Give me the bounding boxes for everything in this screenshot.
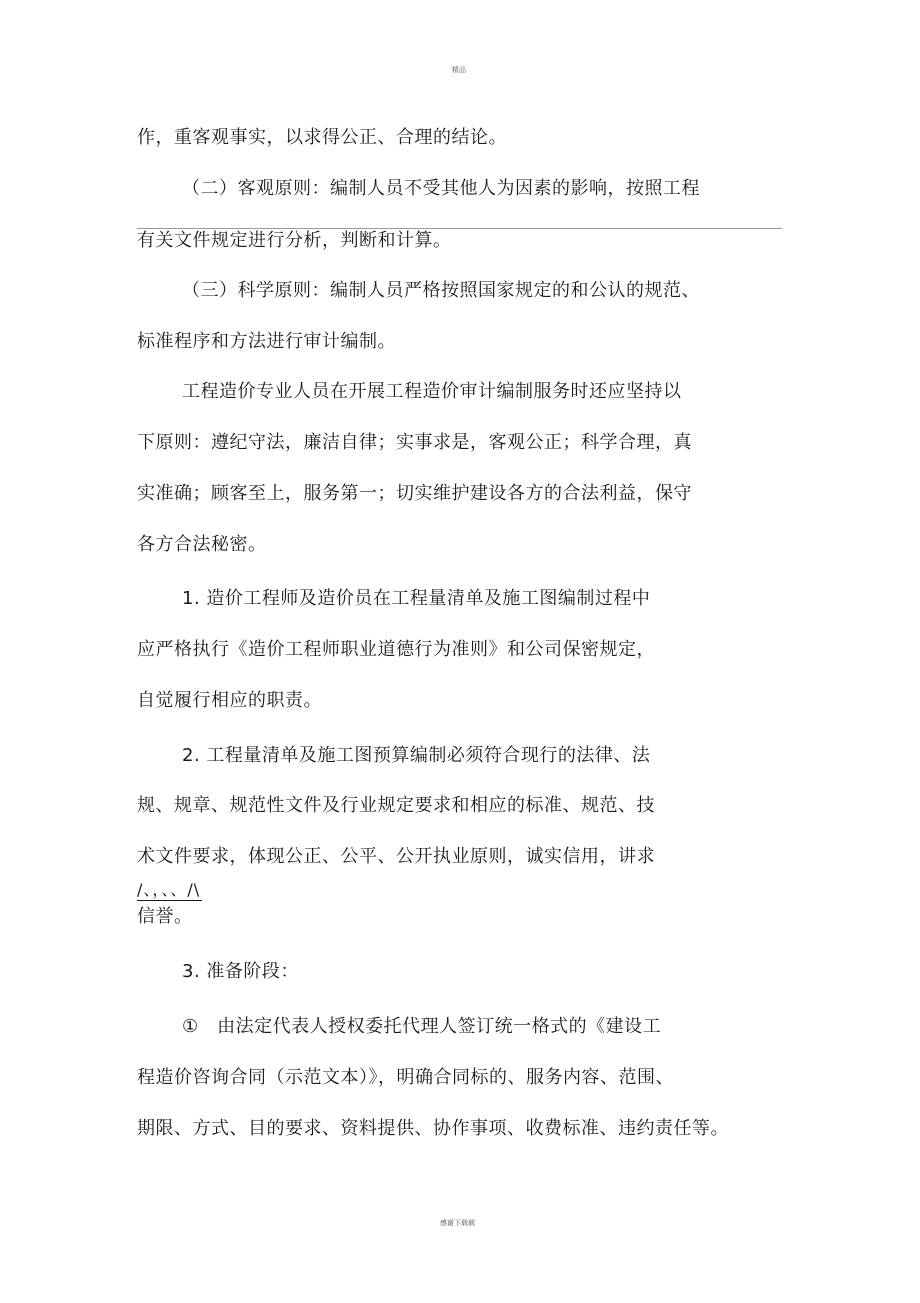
body-line: （三）科学原则：编制人员严格按照国家规定的和公认的规范、 [182, 280, 700, 301]
body-line: 3. 准备阶段： [182, 961, 299, 982]
body-line: 应严格执行《造价工程师职业道德行为准则》和公司保密规定， [137, 639, 655, 660]
body-line: 术文件要求，体现公正、公平、公开执业原则，诚实信用，讲求 [137, 846, 655, 867]
underlined-marks: /、，、、/\ [137, 880, 201, 899]
body-line: 下原则：遵纪守法，廉洁自律；实事求是，客观公正；科学合理，真 [137, 432, 692, 453]
horizontal-rule [137, 228, 782, 229]
body-line: 标准程序和方法进行审计编制。 [137, 331, 396, 352]
body-line: 1. 造价工程师及造价员在工程量清单及施工图编制过程中 [182, 588, 651, 609]
body-line: 规、规章、规范性文件及行业规定要求和相应的标准、规范、技 [137, 795, 655, 816]
header-mark: 精品 [452, 66, 466, 74]
body-line: 作，重客观事实，以求得公正、合理的结论。 [137, 127, 507, 148]
body-line: 期限、方式、目的要求、资料提供、协作事项、收费标准、违约责任等。 [137, 1118, 729, 1139]
body-line: 有关文件规定进行分析，判断和计算。 [137, 230, 452, 251]
body-line: 程造价咨询合同（示范文本）》，明确合同标的、服务内容、范围、 [137, 1067, 674, 1088]
body-line: 各方合法秘密。 [137, 534, 267, 555]
footer-mark: 感谢下载载 [440, 1219, 475, 1227]
body-line: 信誉。 [137, 906, 193, 927]
body-line: 2. 工程量清单及施工图预算编制必须符合现行的法律、法 [182, 745, 651, 766]
body-line: 工程造价专业人员在开展工程造价审计编制服务时还应坚持以 [182, 381, 682, 402]
body-line: 实准确；顾客至上，服务第一；切实维护建设各方的合法利益，保守 [137, 483, 692, 504]
body-line: （二）客观原则：编制人员不受其他人为因素的影响，按照工程 [182, 178, 700, 199]
body-line: 自觉履行相应的职责。 [137, 690, 322, 711]
body-line: ① 由法定代表人授权委托代理人签订统一格式的《建设工 [182, 1016, 662, 1037]
